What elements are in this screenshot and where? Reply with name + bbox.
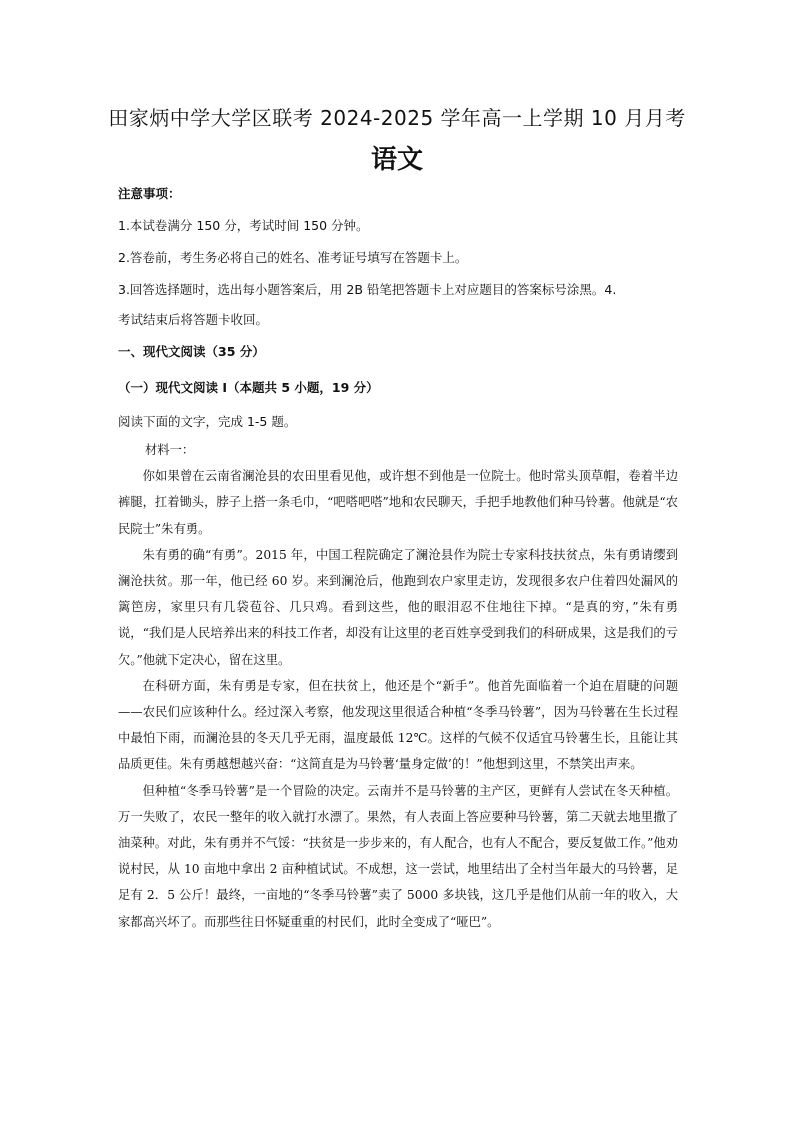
material-label: 材料一： <box>145 443 195 457</box>
passage-paragraph-3: 在科研方面，朱有勇是专家，但在扶贫上，他还是个“新手”。他首先面临着一个迫在眉睫的问题——农民们应该种什么。经过深入考察，他发现这里很适合种植“冬季马铃薯”，因为马铃薯在生长过程中最怕下雨，而澜沧县的冬天几乎无雨，温度最低 12℃。这样的气候不仅适宜马铃薯生长，且能让其品质更佳。朱有勇越想越兴奋：“这简直是为马铃薯‘量身定做’的！”他想到这里，不禁笑出声来。 <box>118 678 678 772</box>
notes-heading: 注意事项： <box>118 186 181 201</box>
exam-title: 田家炳中学大学区联考 2024-2025 学年高一上学期 10 月月考 <box>108 106 686 130</box>
note-item-3: 3.回答选择题时，选出每小题答案后，用 2B 铅笔把答题卡上对应题目的答案标号涂黑。4. <box>118 282 617 297</box>
passage-paragraph-1: 你如果曾在云南省澜沧县的农田里看见他，或许想不到他是一位院士。他时常头顶草帽，卷着半边裤腿，扛着锄头，脖子上搭一条毛巾，“吧嗒吧嗒”地和农民聊天，手把手地教他们种马铃薯。他就是“农民院士”朱有勇。 <box>118 469 678 536</box>
reading-passage <box>118 437 678 935</box>
note-item-2: 2.答卷前，考生务必将自己的姓名、准考证号填写在答题卡上。 <box>118 250 468 265</box>
section-heading-part-one: 一、现代文阅读（35 分） <box>118 344 265 359</box>
section-heading-reading-one: （一）现代文阅读 I（本题共 5 小题，19 分） <box>118 380 379 395</box>
note-item-1: 1.本试卷满分 150 分，考试时间 150 分钟。 <box>118 218 369 233</box>
note-item-4: 考试结束后将答题卡收回。 <box>118 312 269 327</box>
notes-block <box>118 184 678 330</box>
subject-title: 语文 <box>370 145 423 175</box>
reading-instruction: 阅读下面的文字，完成 1-5 题。 <box>118 414 297 429</box>
passage-paragraph-2: 朱有勇的确“有勇”。2015 年，中国工程院确定了澜沧县作为院士专家科技扶贫点，朱有勇请缨到澜沧扶贫。那一年，他已经 60 岁。来到澜沧后，他跑到农户家里走访，发现很多农户住着四处漏风的篱笆房，家里只有几袋苞谷、几只鸡。看到这些，他的眼泪忍不住地往下掉。“是真的穷，”朱有勇说，“我们是人民培养出来的科技工作者，却没有让这里的老百姓享受到我们的科研成果，这是我们的亏欠。”他就下定决心，留在这里。 <box>118 547 678 667</box>
passage-paragraph-4: 但种植“冬季马铃薯”是一个冒险的决定。云南并不是马铃薯的主产区，更鲜有人尝试在冬天种植。万一失败了，农民一整年的收入就打水漂了。果然，有人表面上答应要种马铃薯，第二天就去地里撒了油菜种。对此，朱有勇并不气馁：“扶贫是一步步来的，有人配合，也有人不配合，要反复做工作。”他劝说村民，从 10 亩地中拿出 2 亩种植试试。不成想，这一尝试，地里结出了全村当年最大的马铃薯，足足有 2．5 公斤！最终，一亩地的“冬季马铃薯”卖了 5000 多块钱，这几乎是他们从前一年的收入，大家都高兴坏了。而那些往日怀疑重重的村民们，此时全变成了“哑巴”。 <box>118 783 678 929</box>
